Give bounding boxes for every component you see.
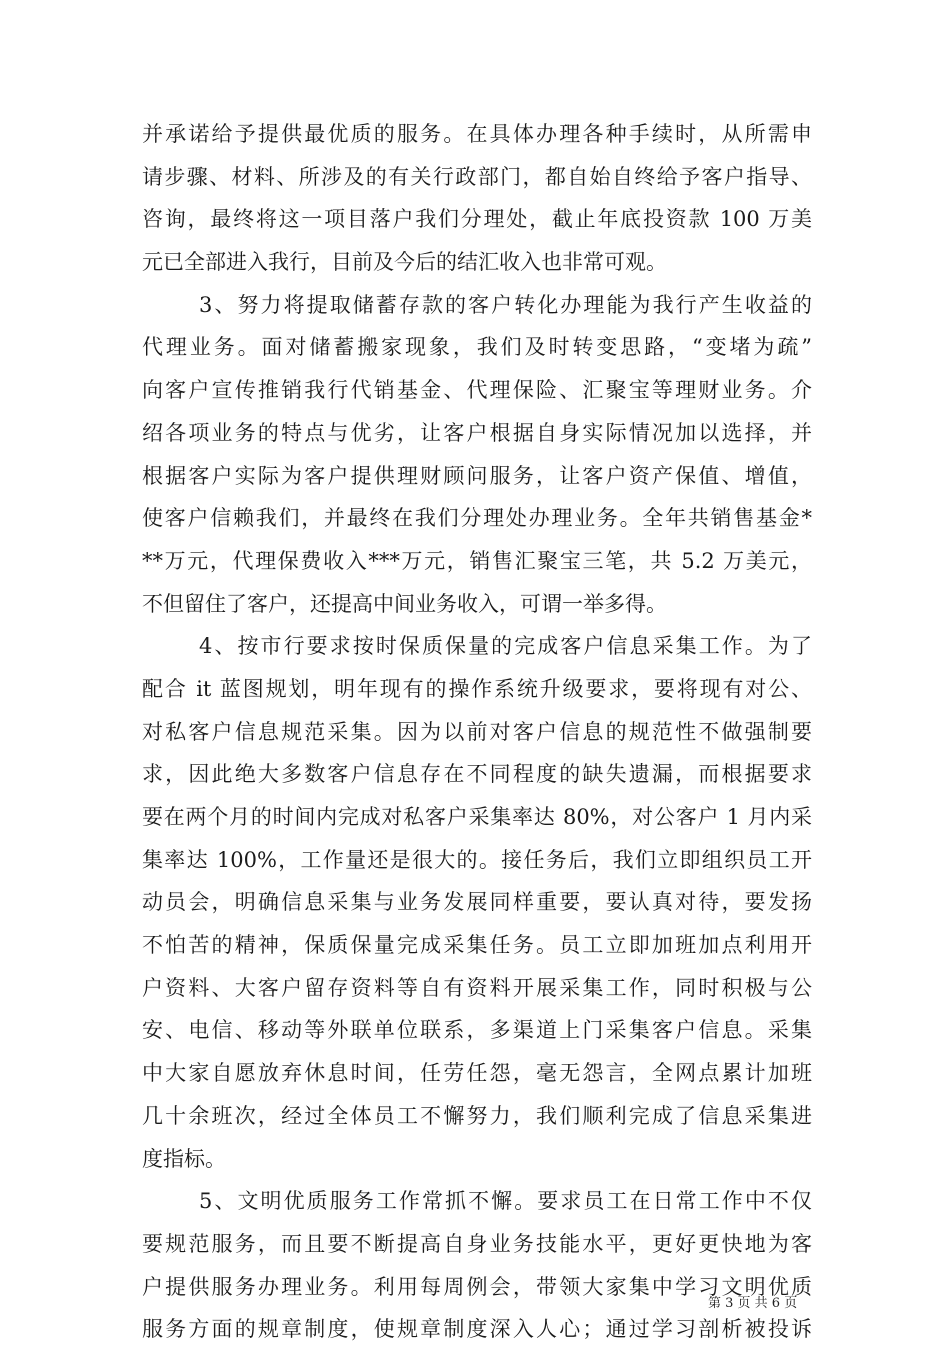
page-number: 第 3 页 共 6 页 xyxy=(708,1296,798,1311)
text-line: 中大家自愿放弃休息时间，任劳任怨，毫无怨言，全网点累计加班 xyxy=(142,1061,812,1086)
text-line: 配合 it 蓝图规划，明年现有的操作系统升级要求，要将现有对公、 xyxy=(142,676,812,701)
text-line: 根据客户实际为客户提供理财顾问服务，让客户资产保值、增值， xyxy=(142,463,812,488)
text-line: 几十余班次，经过全体员工不懈努力，我们顺利完成了信息采集进 xyxy=(142,1103,812,1128)
text-line: 服务方面的规章制度，使规章制度深入人心；通过学习剖析被投诉 xyxy=(142,1317,812,1342)
text-line: 集率达 100%，工作量还是很大的。接任务后，我们立即组织员工开 xyxy=(142,847,812,872)
text-line: 对私客户信息规范采集。因为以前对客户信息的规范性不做强制要 xyxy=(142,719,812,744)
text-line: 户资料、大客户留存资料等自有资料开展采集工作，同时积极与公 xyxy=(142,975,812,1000)
text-line: 户提供服务办理业务。利用每周例会，带领大家集中学习文明优质 xyxy=(142,1274,812,1299)
text-line: **万元，代理保费收入***万元，销售汇聚宝三笔，共 5.2 万美元， xyxy=(142,548,812,573)
text-line: 使客户信赖我们，并最终在我们分理处办理业务。全年共销售基金* xyxy=(142,506,812,531)
text-line: 度指标。 xyxy=(142,1146,226,1171)
document-body xyxy=(142,113,812,1351)
text-line: 请步骤、材料、所涉及的有关行政部门，都自始自终给予客户指导、 xyxy=(142,164,812,189)
text-line: 绍各项业务的特点与优劣，让客户根据自身实际情况加以选择，并 xyxy=(142,420,812,445)
text-line: 要规范服务，而且要不断提高自身业务技能水平，更好更快地为客 xyxy=(142,1231,812,1256)
text-line: 安、电信、移动等外联单位联系，多渠道上门采集客户信息。采集 xyxy=(142,1018,812,1043)
text-line: 动员会，明确信息采集与业务发展同样重要，要认真对待，要发扬 xyxy=(142,890,812,915)
text-line: 不怕苦的精神，保质保量完成采集任务。员工立即加班加点利用开 xyxy=(142,933,812,958)
text-line: 要在两个月的时间内完成对私客户采集率达 80%，对公客户 1 月内采 xyxy=(142,805,812,829)
text-line: 元已全部进入我行，目前及今后的结汇收入也非常可观。 xyxy=(142,250,667,275)
text-line: 向客户宣传推销我行代销基金、代理保险、汇聚宝等理财业务。介 xyxy=(142,378,812,403)
text-line: 4、按市行要求按时保质保量的完成客户信息采集工作。为了 xyxy=(199,634,812,659)
text-line: 3、努力将提取储蓄存款的客户转化办理能为我行产生收益的 xyxy=(199,292,812,317)
text-line: 代理业务。面对储蓄搬家现象，我们及时转变思路，“变堵为疏” xyxy=(142,335,812,360)
text-line: 求，因此绝大多数客户信息存在不同程度的缺失遗漏，而根据要求 xyxy=(142,762,812,787)
text-line: 不但留住了客户，还提高中间业务收入，可谓一举多得。 xyxy=(142,591,667,616)
text-line: 5、文明优质服务工作常抓不懈。要求员工在日常工作中不仅 xyxy=(199,1189,812,1214)
text-line: 咨询，最终将这一项目落户我们分理处，截止年底投资款 100 万美 xyxy=(142,207,812,232)
text-line: 并承诺给予提供最优质的服务。在具体办理各种手续时，从所需申 xyxy=(142,122,812,146)
